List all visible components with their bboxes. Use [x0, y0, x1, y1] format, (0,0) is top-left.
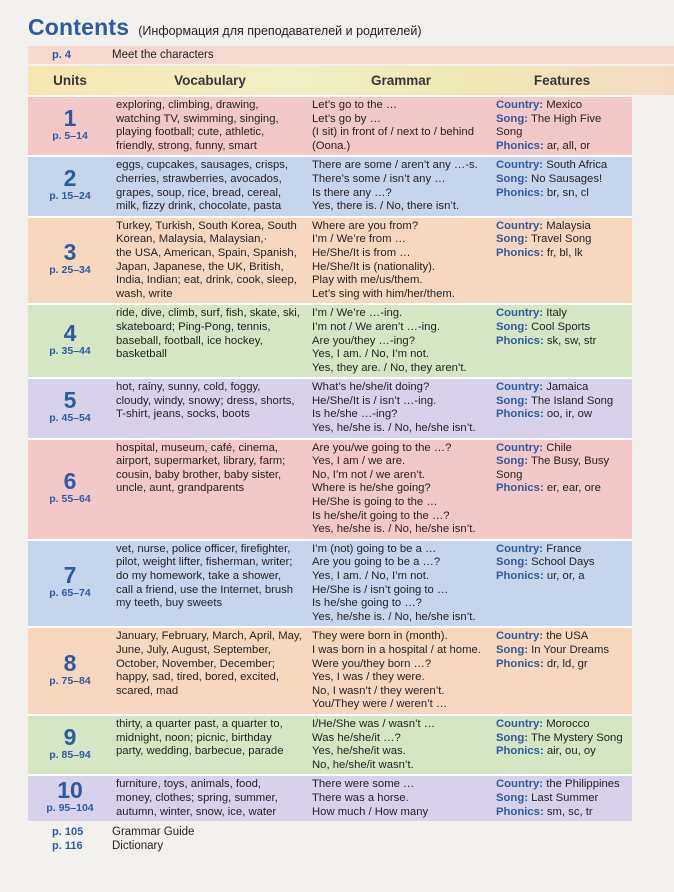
vocabulary-cell — [112, 218, 308, 304]
grammar-cell-line: Let’s go by … — [312, 112, 381, 125]
vocabulary-cell-line: October, November, December; — [116, 657, 275, 670]
country-line-value: Jamaica — [546, 381, 589, 394]
grammar-cell-line: Where is he/she going? — [312, 482, 431, 495]
unit-number: 6 — [63, 467, 77, 494]
song-line — [496, 113, 630, 127]
features-cell — [494, 541, 632, 627]
grammar-cell — [308, 305, 494, 377]
vocabulary-cell-line: pilot, weight lifter, fisherman, writer; — [116, 556, 293, 569]
vocabulary-cell — [112, 379, 308, 437]
song-line-label: Song: — [496, 556, 528, 569]
grammar-cell-line: Yes, he/she/it was. — [312, 745, 406, 758]
vocabulary-cell — [112, 305, 308, 377]
song-line — [496, 173, 630, 187]
unit-pages: p. 35–44 — [49, 345, 91, 357]
song-line — [496, 644, 630, 658]
country-line-value: Morocco — [546, 717, 590, 730]
vocabulary-cell-line: June, July, August, September, — [116, 643, 271, 656]
country-line-label: Country: — [496, 778, 544, 791]
unit-number: 3 — [63, 239, 77, 266]
unit-label — [28, 440, 112, 539]
grammar-cell-line: How much / How many — [312, 805, 429, 818]
unit-row — [28, 539, 632, 627]
vocabulary-cell-line: hospital, museum, café, cinema, — [116, 441, 278, 454]
phonics-line — [496, 335, 630, 349]
vocabulary-cell-line: my teeth, buy sweets — [116, 597, 223, 610]
grammar-cell-line: Is he/she …-ing? — [312, 408, 398, 421]
grammar-cell-line: Yes, I was / they were. — [312, 671, 425, 684]
grammar-cell-line: Yes, I am. / No, I’m not. — [312, 570, 429, 582]
grammar-cell-line: Were you/they born …? — [312, 657, 432, 670]
grammar-cell-line: Was he/she/it …? — [312, 731, 401, 744]
header-units: Units — [53, 73, 87, 88]
grammar-cell — [308, 379, 494, 437]
grammar-cell-line: Yes, he/she is. / No, he/she isn’t. — [312, 422, 476, 435]
grammar-cell-line: They were born in (month). — [312, 630, 448, 643]
grammar-cell-line: I’m / We’re …-ing. — [312, 307, 403, 320]
footer-text: Dictionary — [112, 840, 164, 853]
grammar-cell-line: I’m not / We aren’t …-ing. — [312, 320, 440, 333]
footer-row-grammar-guide — [28, 825, 674, 839]
song-line-value: In Your Dreams — [531, 643, 610, 656]
country-line-label: Country: — [496, 630, 544, 643]
grammar-cell — [308, 628, 494, 714]
grammar-cell-line: Are you/we going to the …? — [312, 441, 452, 454]
song-line — [496, 556, 630, 570]
grammar-cell — [308, 440, 494, 539]
vocabulary-cell-line: happy, sad, tired, bored, excited, — [116, 671, 280, 684]
grammar-cell-line: He/She/It is from … — [312, 246, 411, 259]
features-cell — [494, 440, 632, 539]
unit-pages: p. 75–84 — [49, 674, 91, 687]
unit-row — [28, 95, 632, 155]
vocabulary-cell-line: do my homework, take a shower, — [116, 570, 282, 582]
phonics-line-label: Phonics: — [496, 570, 544, 582]
phonics-line-value: oo, ir, ow — [546, 408, 593, 421]
song-line-continued: Song — [496, 468, 523, 481]
grammar-cell-line: He/She/It is / isn’t …-ing. — [312, 394, 437, 407]
unit-label — [28, 628, 112, 714]
song-line-value: School Days — [531, 556, 595, 569]
grammar-cell-line: Is he/she going to …? — [312, 597, 422, 610]
song-line-label: Song: — [496, 791, 528, 804]
country-line-value: Mexico — [546, 99, 583, 111]
song-line-value: Cool Sports — [531, 320, 591, 333]
vocabulary-cell-line: call a friend, use the Internet, brush — [116, 583, 294, 596]
features-cell — [494, 379, 632, 437]
vocabulary-cell-line: January, February, March, April, May, — [116, 630, 302, 643]
grammar-cell-line: Is he/she/it going to the …? — [312, 509, 450, 522]
grammar-cell-line: What’s he/she/it doing? — [312, 381, 430, 394]
unit-row — [28, 303, 632, 377]
song-line-label: Song: — [496, 112, 528, 125]
unit-label — [28, 541, 112, 627]
features-cell — [494, 716, 632, 774]
grammar-cell-line: Yes, he/she is. / No, he/she isn’t. — [312, 523, 476, 536]
vocabulary-cell-line: party, wedding, barbecue, parade — [116, 745, 284, 758]
phonics-line — [496, 140, 630, 154]
vocabulary-cell-line: skateboard; Ping-Pong, tennis, — [116, 320, 271, 333]
unit-row — [28, 216, 632, 304]
phonics-line — [496, 570, 630, 584]
unit-number: 2 — [63, 165, 77, 192]
vocabulary-cell-line: cherries, strawberries, avocados, — [116, 172, 282, 185]
country-line — [496, 99, 630, 113]
vocabulary-cell-line: autumn, winter, snow, ice, water — [116, 805, 277, 818]
song-line — [496, 321, 630, 335]
country-line-value: the Philippines — [546, 778, 620, 791]
vocabulary-cell-line: furniture, toys, animals, food, — [116, 778, 262, 791]
phonics-line-label: Phonics: — [496, 246, 544, 259]
vocabulary-cell-line: milk, fizzy drink, chocolate, pasta — [116, 200, 282, 213]
grammar-cell-line: Yes, I am. / No, I’m not. — [312, 348, 429, 361]
song-line — [496, 455, 630, 469]
unit-row — [28, 155, 632, 215]
grammar-cell — [308, 716, 494, 774]
country-line-label: Country: — [496, 99, 544, 111]
grammar-cell-line: He/She/It is (nationality). — [312, 260, 436, 273]
phonics-line-value: br, sn, cl — [546, 186, 589, 199]
vocabulary-cell-line: midnight, noon; picnic, birthday — [116, 731, 272, 744]
country-line — [496, 442, 630, 456]
vocabulary-cell — [112, 97, 308, 155]
grammar-cell-line: (Oona.) — [312, 139, 351, 152]
country-line-label: Country: — [496, 381, 544, 394]
song-line-label: Song: — [496, 731, 528, 744]
phonics-line — [496, 482, 630, 496]
vocabulary-cell-line: uncle, aunt, grandparents — [116, 482, 245, 495]
grammar-cell-line: I’m / We’re from … — [312, 233, 406, 246]
grammar-cell-line: Yes, they are. / No, they aren’t. — [312, 361, 467, 374]
vocabulary-cell-line: exploring, climbing, drawing, — [116, 99, 259, 111]
vocabulary-cell-line: grapes, soup, rice, bread, cereal, — [116, 186, 282, 199]
page-title: Contents — [28, 14, 130, 40]
unit-pages: p. 85–94 — [49, 748, 91, 761]
phonics-line-value: ur, or, a — [546, 570, 585, 582]
country-line — [496, 543, 630, 557]
grammar-cell — [308, 218, 494, 304]
unit-pages: p. 95–104 — [46, 802, 94, 815]
song-line-value: The Mystery Song — [530, 731, 623, 744]
grammar-cell-line: Is there any …? — [312, 186, 392, 199]
grammar-cell-line: Yes, there is. / No, there isn’t. — [312, 200, 460, 213]
header-vocabulary: Vocabulary — [174, 73, 246, 88]
vocabulary-cell — [112, 541, 308, 627]
song-line-value: The High Five — [530, 112, 602, 125]
unit-pages: p. 5–14 — [52, 129, 88, 142]
unit-row — [28, 774, 632, 821]
song-line-value: The Busy, Busy — [530, 455, 610, 468]
unit-number: 10 — [57, 777, 83, 804]
phonics-line-value: ar, all, or — [546, 139, 591, 152]
unit-label — [28, 716, 112, 774]
grammar-cell-line: No, I’m not / we aren’t. — [312, 468, 426, 481]
country-line — [496, 220, 630, 234]
song-line-label: Song: — [496, 394, 528, 407]
unit-number: 4 — [63, 320, 77, 346]
unit-pages: p. 65–74 — [49, 587, 91, 600]
vocabulary-cell-line: money, clothes; spring, summer, — [116, 791, 278, 804]
footer-links — [28, 825, 674, 853]
grammar-cell-line: No, he/she/it wasn’t. — [312, 758, 414, 771]
song-line — [496, 233, 630, 247]
grammar-cell — [308, 541, 494, 627]
phonics-line-label: Phonics: — [496, 334, 544, 347]
song-line-label: Song: — [496, 320, 528, 333]
title-row — [28, 14, 674, 46]
phonics-line — [496, 408, 630, 422]
country-line-label: Country: — [496, 542, 544, 555]
grammar-cell-line: Are you/they …-ing? — [312, 334, 415, 347]
country-line-value: Italy — [546, 307, 567, 320]
song-line-value: No Sausages! — [531, 172, 603, 185]
vocabulary-cell-line: baseball, football, ice hockey, — [116, 334, 263, 347]
phonics-line-label: Phonics: — [496, 805, 544, 818]
vocabulary-cell-line: eggs, cupcakes, sausages, crisps, — [116, 159, 289, 172]
vocabulary-cell-line: basketball — [116, 348, 167, 361]
features-cell — [494, 218, 632, 304]
country-line-value: France — [546, 542, 582, 555]
unit-number: 5 — [63, 387, 77, 414]
song-line-continued: Song — [496, 126, 523, 139]
vocabulary-cell-line: cloudy, windy, snowy; dress, shorts, — [116, 394, 295, 407]
grammar-cell-line: Let’s go to the … — [312, 99, 398, 111]
vocabulary-cell — [112, 628, 308, 714]
country-line — [496, 718, 630, 732]
grammar-cell-line: There’s some / isn’t any … — [312, 172, 446, 185]
country-line-label: Country: — [496, 159, 544, 172]
footer-page: p. 105 — [52, 826, 84, 839]
grammar-cell — [308, 97, 494, 155]
vocabulary-cell-line: watching TV, swimming, singing, — [116, 112, 279, 125]
grammar-cell-line: There are some / aren’t any …-s. — [312, 159, 478, 172]
vocabulary-cell-line: cousin, baby brother, baby sister, — [116, 468, 282, 481]
song-line — [496, 792, 630, 806]
unit-label — [28, 97, 112, 155]
grammar-cell-line: Where are you from? — [312, 219, 419, 232]
grammar-cell-line: You/They were / weren’t … — [312, 698, 448, 711]
vocabulary-cell-line: T-shirt, jeans, socks, boots — [116, 408, 250, 421]
phonics-line-label: Phonics: — [496, 139, 544, 152]
country-line-label: Country: — [496, 307, 544, 320]
song-line-value: Travel Song — [530, 233, 592, 246]
unit-pages: p. 55–64 — [49, 492, 91, 505]
grammar-cell — [308, 157, 494, 215]
footer-row-dictionary — [28, 839, 674, 853]
phonics-line — [496, 806, 630, 820]
phonics-line-value: sk, sw, str — [546, 334, 597, 347]
grammar-cell-line: He/She is going to the … — [312, 496, 438, 509]
header-features: Features — [533, 73, 591, 88]
country-line-label: Country: — [496, 219, 544, 232]
phonics-line-value: air, ou, oy — [546, 745, 596, 758]
grammar-cell-line: I was born in a hospital / at home. — [312, 643, 481, 656]
country-line — [496, 630, 630, 644]
vocabulary-cell-line: the USA, American, Spain, Spanish, — [116, 246, 297, 259]
units-table — [28, 95, 674, 821]
unit-pages: p. 15–24 — [49, 190, 91, 203]
song-line-label: Song: — [496, 643, 528, 656]
song-line-label: Song: — [496, 455, 528, 468]
unit-row — [28, 438, 632, 539]
vocabulary-cell-line: scared, mad — [116, 684, 179, 697]
grammar-cell-line: He/She is / isn’t going to … — [312, 583, 449, 596]
grammar-cell-line: I’m (not) going to be a … — [312, 542, 437, 555]
features-cell — [494, 97, 632, 155]
phonics-line — [496, 247, 630, 261]
phonics-line-value: dr, ld, gr — [546, 657, 588, 670]
footer-text: Grammar Guide — [112, 826, 195, 839]
vocabulary-cell-line: vet, nurse, police officer, firefighter, — [116, 542, 291, 555]
footer-page: p. 116 — [52, 840, 83, 853]
unit-number: 8 — [63, 649, 77, 676]
features-cell — [494, 628, 632, 714]
vocabulary-cell — [112, 157, 308, 215]
grammar-cell — [308, 776, 494, 821]
unit-row — [28, 626, 632, 714]
vocabulary-cell — [112, 440, 308, 539]
unit-row — [28, 714, 632, 774]
song-line-value: The Island Song — [530, 394, 614, 407]
grammar-cell-line: Yes, I am / we are. — [312, 455, 406, 468]
phonics-line-value: sm, sc, tr — [546, 805, 593, 818]
unit-pages: p. 45–54 — [49, 412, 91, 425]
meet-page: p. 4 — [52, 49, 71, 61]
vocabulary-cell-line: Turkey, Turkish, South Korea, South — [116, 219, 297, 232]
vocabulary-cell — [112, 716, 308, 774]
vocabulary-cell-line: friendly, strong, funny, smart — [116, 139, 257, 152]
unit-number: 1 — [63, 104, 77, 131]
grammar-cell-line: Are you going to be a …? — [312, 556, 441, 569]
country-line — [496, 159, 630, 173]
grammar-cell-line: Let’s sing with him/her/them. — [312, 287, 455, 300]
vocabulary-cell-line: India, Indian; eat, drink, cook, sleep, — [116, 274, 297, 287]
phonics-line-value: er, ear, ore — [546, 482, 601, 495]
vocabulary-cell-line: Korean, Malaysia, Malaysian,· — [116, 233, 268, 246]
meet-text: Meet the characters — [112, 49, 214, 61]
header-grammar: Grammar — [370, 73, 432, 88]
phonics-line-value: fr, bl, lk — [546, 246, 583, 259]
phonics-line — [496, 187, 630, 201]
grammar-cell-line: (I sit) in front of / next to / behind — [312, 126, 475, 139]
country-line-label: Country: — [496, 717, 544, 730]
phonics-line-label: Phonics: — [496, 482, 544, 495]
unit-label — [28, 218, 112, 304]
country-line — [496, 778, 630, 792]
features-cell — [494, 305, 632, 377]
grammar-cell-line: Play with me/us/them. — [312, 274, 423, 287]
country-line-value: the USA — [546, 630, 589, 643]
vocabulary-cell-line: hot, rainy, sunny, cold, foggy, — [116, 381, 261, 394]
unit-row — [28, 377, 632, 437]
vocabulary-cell-line: wash, write — [116, 287, 173, 300]
vocabulary-cell-line: ride, dive, climb, surf, fish, skate, ski, — [116, 307, 300, 320]
unit-pages: p. 25–34 — [49, 264, 91, 277]
country-line-label: Country: — [496, 441, 544, 454]
table-header — [28, 66, 674, 95]
country-line — [496, 381, 630, 395]
contents-page — [28, 14, 674, 853]
phonics-line — [496, 745, 630, 759]
unit-number: 9 — [63, 723, 77, 750]
grammar-cell-line: No, I wasn’t / they weren’t. — [312, 684, 445, 697]
unit-label — [28, 776, 112, 821]
song-line-label: Song: — [496, 172, 528, 185]
grammar-cell-line: There was a horse. — [312, 791, 409, 804]
unit-label — [28, 379, 112, 437]
features-cell — [494, 776, 632, 821]
grammar-cell-line: I/He/She was / wasn’t … — [312, 717, 436, 730]
country-line-value: South Africa — [546, 159, 608, 172]
phonics-line — [496, 658, 630, 672]
vocabulary-cell — [112, 776, 308, 821]
grammar-cell-line: There were some … — [312, 778, 415, 791]
vocabulary-cell-line: playing football; cute, athletic, — [116, 126, 265, 139]
song-line-label: Song: — [496, 233, 528, 246]
features-cell — [494, 157, 632, 215]
phonics-line-label: Phonics: — [496, 657, 544, 670]
song-line-value: Last Summer — [531, 791, 599, 804]
unit-label — [28, 305, 112, 377]
vocabulary-cell-line: thirty, a quarter past, a quarter to, — [116, 717, 283, 730]
phonics-line-label: Phonics: — [496, 408, 544, 421]
song-line — [496, 732, 630, 746]
page-subtitle: (Информация для преподавателей и родителей) — [138, 24, 422, 38]
vocabulary-cell-line: airport, supermarket, library, farm; — [116, 455, 286, 468]
country-line-value: Chile — [546, 441, 572, 454]
song-line — [496, 395, 630, 409]
meet-characters-row — [28, 46, 674, 64]
unit-label — [28, 157, 112, 215]
phonics-line-label: Phonics: — [496, 186, 544, 199]
country-line — [496, 307, 630, 321]
unit-number: 7 — [63, 562, 77, 589]
phonics-line-label: Phonics: — [496, 745, 544, 758]
grammar-cell-line: Yes, he/she is. / No, he/she isn’t. — [312, 610, 476, 623]
vocabulary-cell-line: Japan, Japanese, the UK, British, — [116, 260, 284, 273]
country-line-value: Malaysia — [546, 219, 591, 232]
